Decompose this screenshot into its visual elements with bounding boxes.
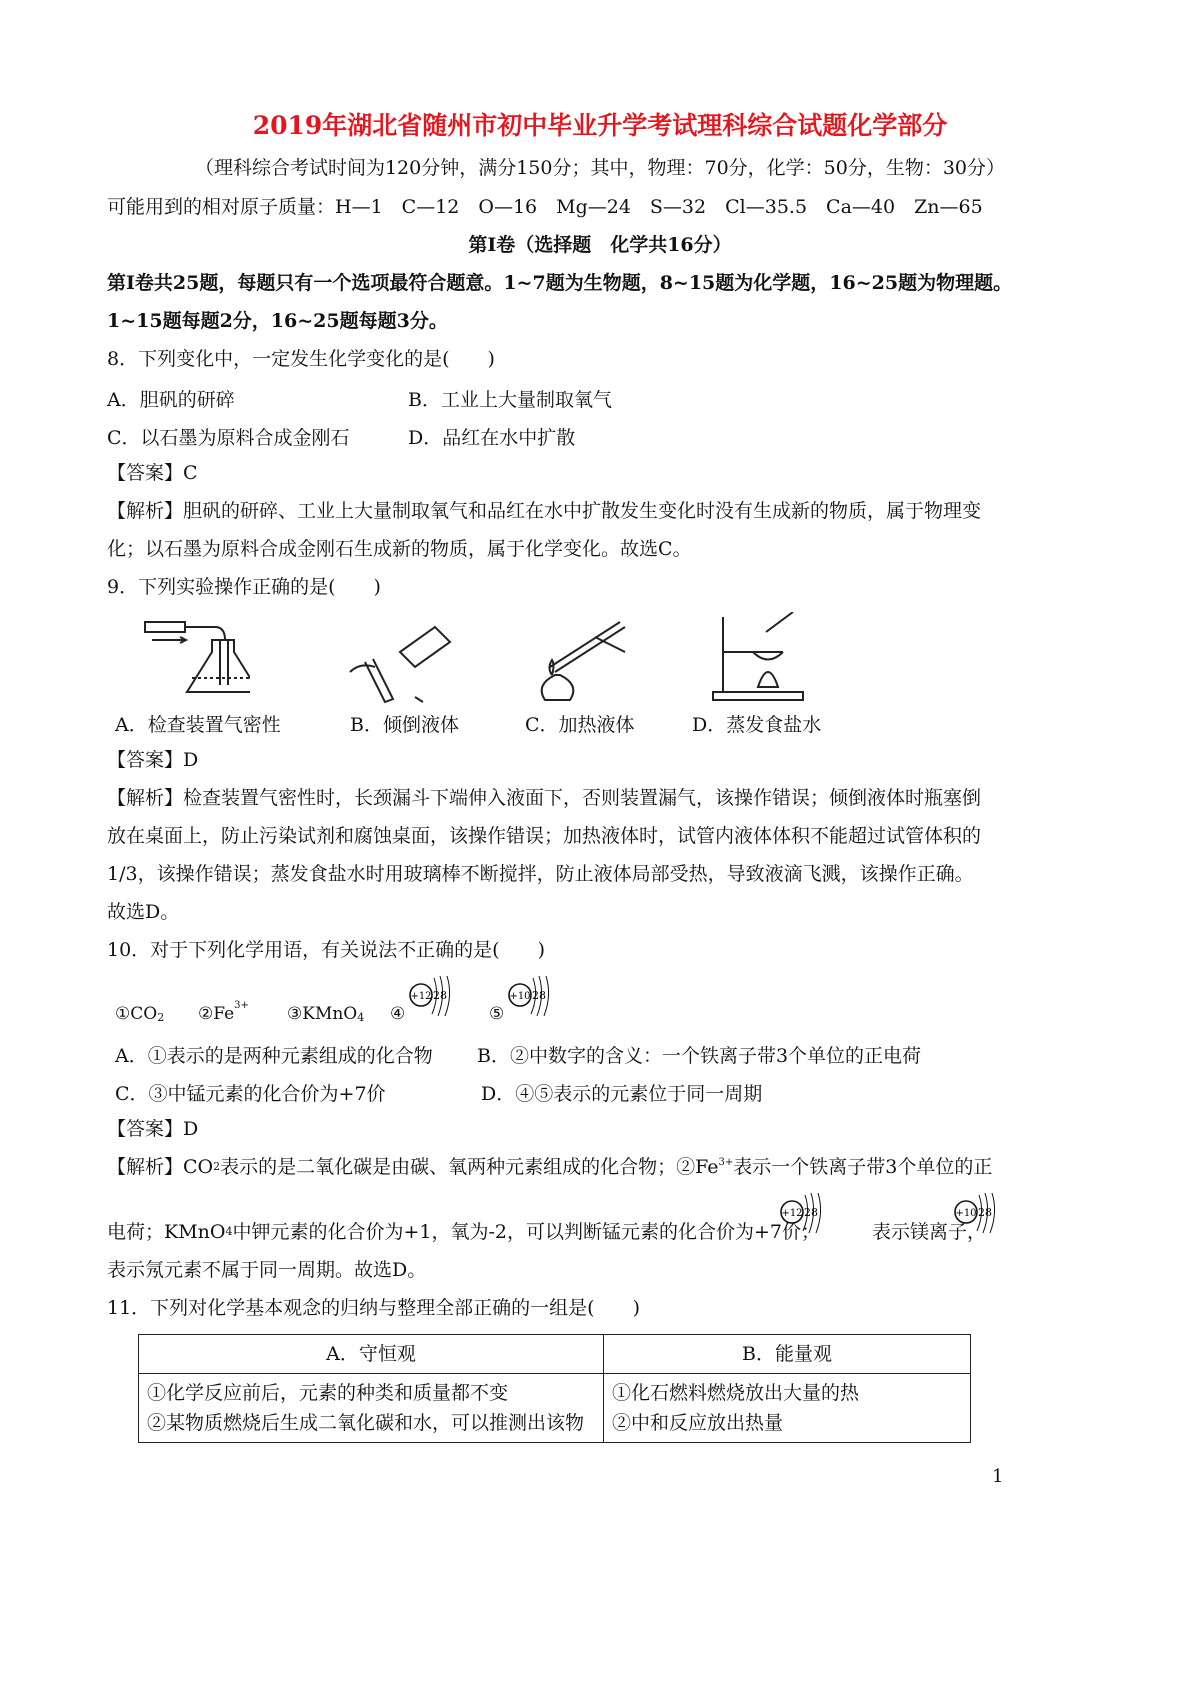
analysis-line: 1/3，该操作错误；蒸发食盐水时用玻璃棒不断搅拌，防止液体局部受热，导致液滴飞溅，该操作正确。 — [107, 863, 974, 885]
option-b: B．工业上大量制取氧气 — [408, 389, 612, 411]
page-number: 1 — [992, 1466, 1004, 1487]
table-row — [139, 1374, 971, 1443]
answer: 【答案】C — [107, 462, 198, 484]
svg-text:+10: +10 — [509, 991, 531, 1002]
option-b: B．②中数字的含义：一个铁离子带3个单位的正电荷 — [477, 1045, 922, 1067]
item-5-label: ⑤ — [489, 1004, 505, 1024]
table-cell — [139, 1374, 604, 1443]
section-title: 第Ⅰ卷（选择题 化学共16分） — [468, 234, 732, 256]
instructions-line: 1~15题每题2分，16~25题每题3分。 — [107, 310, 448, 332]
formula-fe3: $②Fe^{3+}$ — [198, 1000, 249, 1024]
cell-line: ①化学反应前后，元素的种类和质量都不变 — [147, 1382, 509, 1404]
concept-table — [138, 1334, 971, 1443]
question-11-stem: 11．下列对化学基本观念的归纳与整理全部正确的一组是( ) — [107, 1297, 641, 1319]
option-a: A．胆矾的研碎 — [107, 389, 235, 411]
cell-line: ①化石燃料燃烧放出大量的热 — [612, 1382, 860, 1404]
option-a: A．检查装置气密性 — [115, 714, 281, 736]
answer: 【答案】D — [107, 749, 199, 771]
analysis-line: 表示氖元素不属于同一周期。故选D。 — [107, 1259, 427, 1281]
atom-structure-diagram — [506, 975, 556, 1017]
option-c: C．③中锰元素的化合价为+7价 — [115, 1083, 386, 1105]
analysis-line: 放在桌面上，防止污染试剂和腐蚀桌面，该操作错误；加热液体时，试管内液体体积不能超过试管体积的 — [107, 825, 982, 847]
svg-text:28: 28 — [978, 1206, 992, 1219]
option-d: D．蒸发食盐水 — [692, 714, 822, 736]
answer: 【答案】D — [107, 1118, 199, 1140]
analysis-line: 【解析】CO2表示的是二氧化碳是由碳、氧两种元素组成的化合物；$②Fe^{3+}$表示一个铁离子带3个单位的正 — [107, 1156, 993, 1178]
option-a: A．①表示的是两种元素组成的化合物 — [115, 1045, 433, 1067]
option-c: C．加热液体 — [525, 714, 635, 736]
svg-text:+10: +10 — [955, 1208, 977, 1219]
instructions-line: 第Ⅰ卷共25题，每题只有一个选项最符合题意。1~7题为生物题，8~15题为化学题，16~25题为物理题。 — [107, 272, 1013, 294]
analysis-line: 化；以石墨为原料合成金刚石生成新的物质，属于化学变化。故选C。 — [107, 538, 692, 560]
option-c: C．以石墨为原料合成金刚石 — [107, 427, 350, 449]
table-header: B．能量观 — [604, 1335, 971, 1374]
atom-structure-diagram — [952, 1192, 1002, 1234]
heating-liquid-figure — [525, 612, 635, 707]
analysis-line: 电荷；KMnO4中钾元素的化合价为+1，氧为-2，可以判断锰元素的化合价为+7价； 表示镁离子， — [107, 1221, 987, 1243]
question-8-stem: 8．下列变化中，一定发生化学变化的是( ) — [107, 348, 495, 370]
question-10-stem: 10．对于下列化学用语，有关说法不正确的是( ) — [107, 939, 546, 961]
atom-structure-diagram — [407, 975, 457, 1017]
svg-text:+12: +12 — [410, 991, 432, 1002]
analysis-line: 【解析】检查装置气密性时，长颈漏斗下端伸入液面下，否则装置漏气，该操作错误；倾倒液体时瓶塞倒 — [107, 787, 982, 809]
option-b: B．倾倒液体 — [350, 714, 459, 736]
atomic-masses: 可能用到的相对原子质量：H—1 C—12 O—16 Mg—24 S—32 Cl—35.5 Ca—40 Zn—65 — [107, 196, 983, 218]
cell-line: ②某物质燃烧后生成二氧化碳和水，可以推测出该物 — [147, 1412, 585, 1434]
svg-text:28: 28 — [804, 1206, 818, 1219]
table-header: A．守恒观 — [139, 1335, 604, 1374]
option-d: D．④⑤表示的元素位于同一周期 — [481, 1083, 763, 1105]
page-title: 2019年湖北省随州市初中毕业升学考试理科综合试题化学部分 — [252, 111, 948, 140]
question-9-stem: 9．下列实验操作正确的是( ) — [107, 576, 381, 598]
option-d: D．品红在水中扩散 — [408, 427, 576, 449]
airtightness-check-figure — [140, 610, 250, 705]
item-4-label: ④ — [390, 1004, 406, 1024]
exam-info: （理科综合考试时间为120分钟，满分150分；其中，物理：70分，化学：50分，生物：30分） — [194, 157, 1006, 179]
formula-kmno4: ③KMnO4 — [287, 1004, 365, 1024]
table-cell — [604, 1374, 971, 1443]
analysis-line: 【解析】胆矾的研碎、工业上大量制取氧气和品红在水中扩散发生变化时没有生成新的物质，属于物理变 — [107, 500, 982, 522]
pouring-liquid-figure — [345, 612, 455, 707]
atom-structure-diagram — [778, 1192, 828, 1234]
analysis-line: 故选D。 — [107, 901, 180, 923]
cell-line: ②中和反应放出热量 — [612, 1412, 784, 1434]
svg-text:+12: +12 — [781, 1208, 803, 1219]
formula-co2: ①CO2 — [115, 1004, 165, 1024]
svg-text:28: 28 — [433, 989, 447, 1002]
evaporating-figure — [708, 612, 808, 707]
svg-text:28: 28 — [532, 989, 546, 1002]
